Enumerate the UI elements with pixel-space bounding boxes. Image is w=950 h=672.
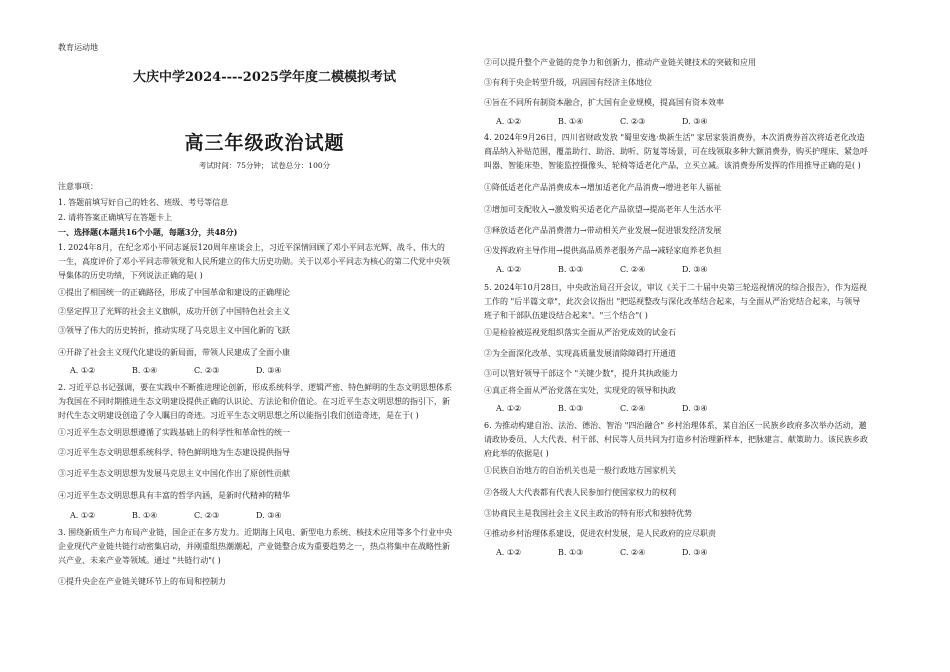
option-a[interactable]: A. ①② — [70, 366, 96, 375]
q3-stem: 3. 围绕新质生产力布局产业链，国企正在多方发力。近期海上风电、新型电力系统、核技术应用等多个行业中央 — [58, 528, 453, 537]
option-b[interactable]: B. ①③ — [558, 265, 584, 274]
q2-stem: 时代生态文明建设创造了令人瞩目的奇迹。习近平生态文明思想之所以能指引我们创造奇迹，是在于( ) — [58, 411, 419, 420]
option-c[interactable]: C. ②④ — [620, 404, 646, 413]
q4-stem: 商品纳入补贴范围，覆盖助行、助浴、助听、防复等场景，可在线领取多种大额消费券，购买护理床、紧急呼 — [484, 147, 868, 156]
option-b[interactable]: B. ①③ — [558, 404, 584, 413]
q2-stem: 为我国在不同时期推进生态文明建设提供正确的认识论、方法论和价值论。在习近平生态文明思想的指引下，新 — [58, 397, 450, 406]
q5-stem: 工作的 "后半篇文章"，此次会议指出 "把巡视整改与深化改革结合起来，与全面从严治党结合起来，与领导 — [484, 297, 861, 306]
q1-item: ①提出了相国统一的正确路径，形成了中国革命和建设的正确理论 — [58, 288, 290, 297]
q3-item: ①提升央企在产业链关键环节上的布局和控制力 — [58, 577, 226, 586]
option-c[interactable]: C. ②④ — [620, 548, 646, 557]
option-a[interactable]: A. ①② — [70, 511, 96, 520]
exam-meta: 考试时间：75分钟； 试卷总分：100分 — [198, 161, 331, 170]
q6-stem: 请政协委员、人大代表、村干部、村民等人员共同为打造乡村治理新样本，把脉建言、献策助力。该民族乡政 — [484, 435, 868, 444]
q5-options — [496, 404, 744, 413]
option-c[interactable]: C. ②③ — [194, 511, 220, 520]
exam-title: 大庆中学2024----2025学年度二模模拟考试 — [133, 70, 396, 85]
q4-stem: 4. 2024年9月26日，四川省财政发放 "蜀里安逸·焕新生活" 家居家装消费券，本次消费券首次将适老化改造 — [484, 133, 865, 142]
q4-item: ①降低适老化产品消费成本→增加适老化产品消费→增进老年人福祉 — [484, 183, 722, 192]
q2-item: ②习近平生态文明思想系统科学、特色鲜明地为生态建设提供指导 — [58, 448, 290, 457]
option-a[interactable]: A. ①② — [496, 548, 522, 557]
q5-stem: 5. 2024年10月28日，中央政治局召开会议，审议《关于二十届中央第三轮巡视情况的综合报告》，作为巡视 — [484, 283, 867, 292]
q4-options — [496, 265, 744, 274]
q6-item: ③协商民主是我国社会主义民主政治的特有形式和独特优势 — [484, 509, 692, 518]
q3-stem: 企业现代产业链共链行动密集启动，并刚重组热潮潮起，产业链整合成为重要趋势之一，热点将集中在战略性新 — [58, 542, 450, 551]
q1-stem: 1. 2024年8月，在纪念邓小平同志诞辰120周年座谈会上，习近平深情回顾了邓小平同志光辉、战斗、伟大的 — [58, 243, 445, 252]
subject-title: 高三年级政治试题 — [184, 132, 345, 154]
q4-item: ④发挥政府主导作用→提供高品质养老服务产品→减轻家庭养老负担 — [484, 246, 722, 255]
q6-stem: 府此举的依据是( ) — [484, 449, 549, 458]
q2-stem: 2. 习近平总书记强调，要在实践中不断推进理论创新，形成系统科学、逻辑严密、特色鲜明的生态文明思想体系 — [58, 383, 453, 392]
q1-stem: 一生，高度评价了邓小平同志带领党和人民所建立的伟大历史功勋。关于以邓小平同志为核心的第二代党中央领 — [58, 257, 450, 266]
q3-item: ②可以提升整个产业链的竞争力和创新力，推动产业链关键技术的突破和应用 — [484, 58, 756, 67]
option-c[interactable]: C. ②④ — [620, 265, 646, 274]
option-d[interactable]: D. ③④ — [682, 548, 708, 557]
q3-item: ④旨在不同所有制资本融合，扩大国有企业规模，提高国有资本效率 — [484, 98, 724, 107]
note-item: 2. 请将答案正确填写在答题卡上 — [58, 213, 173, 222]
option-d[interactable]: D. ③④ — [256, 366, 282, 375]
q5-item: ③可以管好领导干部这个 "关键少数"，提升其执政能力 — [484, 369, 678, 378]
q2-item: ③习近平生态文明思想为发展马克思主义中国化作出了原创性贡献 — [58, 469, 290, 478]
watermark-text: 教育运动地 — [58, 43, 98, 52]
q5-item: ④真正将全面从严治党落在实处，实现党的领导和执政 — [484, 386, 676, 395]
option-d[interactable]: D. ③④ — [256, 511, 282, 520]
q6-stem: 6. 为推动构建自治、法治、德治、智治 "四治融合" 乡村治理体系，某自治区一民族乡政府多次举办活动，邀 — [484, 421, 867, 430]
q3-options — [496, 117, 744, 126]
q5-item: ①是检验被巡视党组织落实全面从严治党成效的试金石 — [484, 328, 676, 337]
option-d[interactable]: D. ③④ — [682, 404, 708, 413]
option-b[interactable]: B. ①④ — [132, 511, 158, 520]
q1-stem: 导集体的历史功绩，下列说法正确的是( ) — [58, 271, 203, 280]
option-d[interactable]: D. ③④ — [682, 265, 708, 274]
q6-item: ④推动乡村治理体系建设，促进农村发展，是人民政府的应尽职责 — [484, 529, 716, 538]
option-a[interactable]: A. ①② — [496, 404, 522, 413]
q2-options — [70, 511, 318, 520]
option-b[interactable]: B. ①④ — [558, 117, 584, 126]
q1-item: ②坚定捍卫了光辉的社会主义旗帜，成功开创了中国特色社会主义 — [58, 307, 290, 316]
section-heading: 一、选择题(本题共16个小题，每题3分，共48分) — [58, 227, 238, 237]
q4-item: ②增加可支配收入→激发购买适老化产品欲望→提高老年人生活水平 — [484, 205, 722, 214]
q1-item: ④开辟了社会主义现代化建设的新局面，带领人民建成了全面小康 — [58, 348, 290, 357]
q3-item: ③有利于央企转型升级，巩固国有经济主体地位 — [484, 78, 652, 87]
q6-options — [496, 548, 744, 557]
option-c[interactable]: C. ②③ — [194, 366, 220, 375]
q6-item: ①民族自治地方的自治机关也是一般行政地方国家机关 — [484, 466, 676, 475]
notes-heading: 注意事项： — [58, 182, 98, 191]
q5-item: ②为全面深化改革、实现高质量发展清除障碍打开通道 — [484, 349, 676, 358]
option-b[interactable]: B. ①④ — [132, 366, 158, 375]
q2-item: ①习近平生态文明思想遵循了实践基础上的科学性和革命性的统一 — [58, 428, 290, 437]
q3-stem: 兴产业、未来产业等领域。通过 "共链行动"( ) — [58, 556, 221, 565]
q4-item: ③释放适老化产品消费潜力→带动相关产业发展→促进银发经济发展 — [484, 226, 722, 235]
option-c[interactable]: C. ②③ — [620, 117, 646, 126]
option-b[interactable]: B. ①③ — [558, 548, 584, 557]
q5-stem: 班子和干部队伍建设结合起来"。"三个结合"( ) — [484, 311, 648, 320]
option-d[interactable]: D. ③④ — [682, 117, 708, 126]
q1-item: ③领导了伟大的历史转折，推动实现了马克思主义中国化新的飞跃 — [58, 326, 290, 335]
option-a[interactable]: A. ①② — [496, 117, 522, 126]
q4-stem: 叫器、智能床垫、智能监控摄像头、轮椅等适老化产品，立买立减。该消费券所发挥的作用推导正确的是( ) — [484, 161, 861, 170]
q1-options — [70, 366, 318, 375]
option-a[interactable]: A. ①② — [496, 265, 522, 274]
note-item: 1. 答题前填写好自己的姓名、班级、考号等信息 — [58, 198, 229, 207]
q2-item: ④习近平生态文明思想具有丰富的哲学内涵，是新时代精神的精华 — [58, 491, 290, 500]
q6-item: ②各级人大代表都有代表人民参加行使国家权力的权利 — [484, 488, 676, 497]
